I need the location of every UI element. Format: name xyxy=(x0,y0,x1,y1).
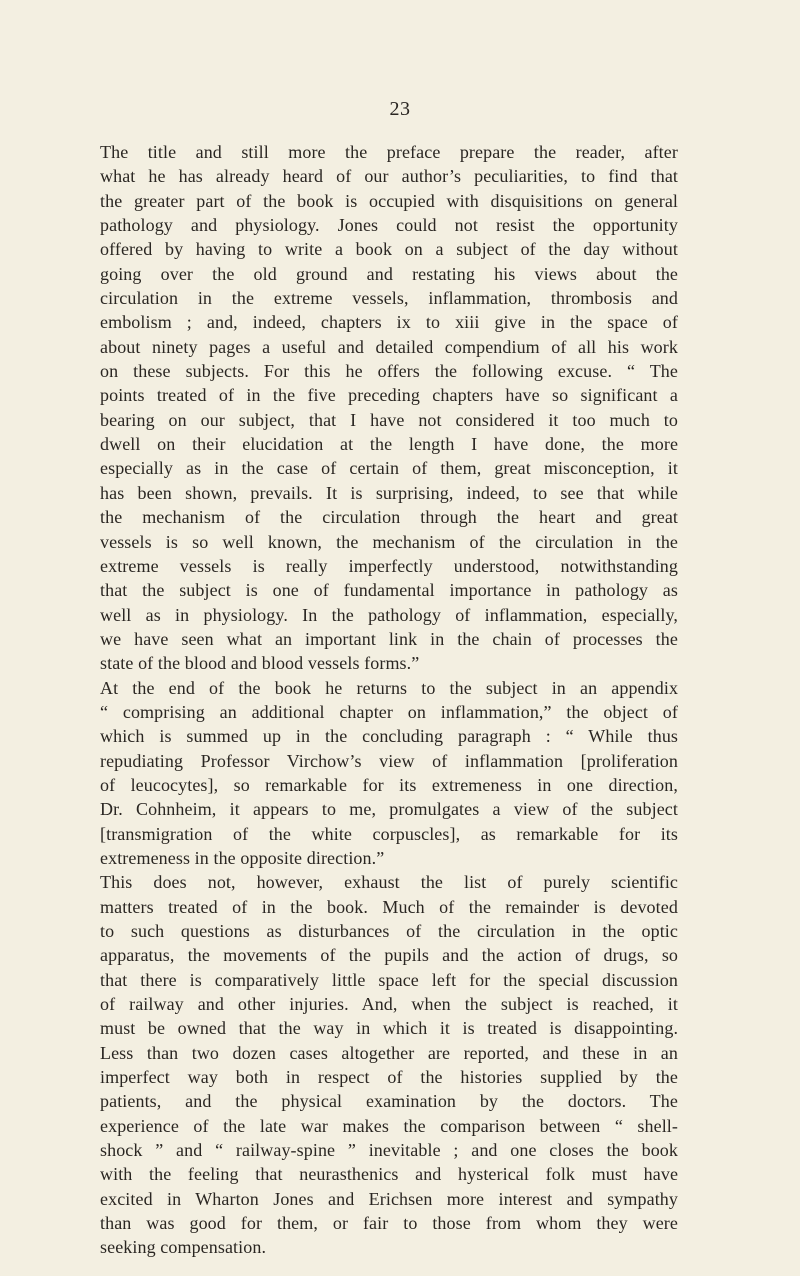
text-line: points treated of in the five preceding chapters have so significant a xyxy=(100,385,679,406)
text-line: the mechanism of the circulation through the heart and great xyxy=(100,507,679,528)
text-line: going over the old ground and restating his views about the xyxy=(100,263,679,284)
text-line: well as in physiology. In the pathology of inflammation, especially, xyxy=(100,604,679,625)
text-line: repudiating Professor Virchow’s view of inflammation [proliferation xyxy=(100,750,678,771)
text-line: that the subject is one of fundamental importance in pathology as xyxy=(100,580,678,601)
text-line: must be owned that the way in which it is treated is disappointing. xyxy=(100,1018,679,1039)
text-line: excited in Wharton Jones and Erichsen more interest and sympathy xyxy=(100,1188,679,1209)
text-line: has been shown, prevails. It is surprising, indeed, to see that while xyxy=(100,482,679,503)
text-line: The title and still more the preface prepare the reader, after xyxy=(100,142,678,162)
text-line: At the end of the book he returns to the subject in an appendix xyxy=(100,677,679,698)
text-line: we have seen what an important link in the chain of processes the xyxy=(100,628,678,649)
text-line: on these subjects. For this he offers the following excuse. “ The xyxy=(100,361,678,382)
text-line: of railway and other injuries. And, when the subject is reached, it xyxy=(100,994,678,1015)
paragraph-2 xyxy=(100,676,678,871)
page-number: 23 xyxy=(389,98,411,120)
text-line: the greater part of the book is occupied with disquisitions on general xyxy=(100,190,679,211)
text-line: seeking compensation. xyxy=(100,1237,267,1258)
text-line: experience of the late war makes the comparison between “ shell- xyxy=(100,1115,678,1136)
text-line: embolism ; and, indeed, chapters ix to xiii give in the space of xyxy=(100,312,678,333)
text-line: of leucocytes], so remarkable for its extremeness in one direction, xyxy=(100,774,678,795)
text-line: Dr. Cohnheim, it appears to me, promulgates a view of the subject xyxy=(100,799,678,820)
text-line: patients, and the physical examination by the doctors. The xyxy=(100,1091,678,1112)
text-line: This does not, however, exhaust the list of purely scientific xyxy=(100,872,679,893)
text-line: matters treated of in the book. Much of the remainder is devoted xyxy=(100,896,678,917)
text-line: state of the blood and blood vessels forms.” xyxy=(100,653,420,674)
text-line: circulation in the extreme vessels, inflammation, thrombosis and xyxy=(100,288,678,309)
text-line: extremeness in the opposite direction.” xyxy=(100,847,385,868)
paragraph-3 xyxy=(100,870,678,1260)
text-line: pathology and physiology. Jones could not resist the opportunity xyxy=(100,215,678,236)
text-line: apparatus, the movements of the pupils and the action of drugs, so xyxy=(100,945,679,966)
text-line: than was good for them, or fair to those from whom they were xyxy=(100,1213,678,1234)
text-line: imperfect way both in respect of the histories supplied by the xyxy=(100,1067,678,1088)
text-line: bearing on our subject, that I have not considered it too much to xyxy=(100,409,678,430)
text-line: shock ” and “ railway-spine ” inevitable ; and one closes the book xyxy=(100,1140,679,1161)
text-line: extreme vessels is really imperfectly understood, notwithstanding xyxy=(100,555,679,576)
text-line: “ comprising an additional chapter on inflammation,” the object of xyxy=(100,701,678,722)
text-line: dwell on their elucidation at the length I have done, the more xyxy=(100,434,679,455)
text-line: with the feeling that neurasthenics and hysterical folk must have xyxy=(100,1164,679,1185)
text-line: that there is comparatively little space left for the special discussion xyxy=(100,969,679,990)
text-line: [transmigration of the white corpuscles], as remarkable for its xyxy=(100,823,679,844)
paragraph-1 xyxy=(100,140,678,676)
text-line: offered by having to write a book on a subject of the day without xyxy=(100,239,678,260)
text-line: which is summed up in the concluding paragraph : “ While thus xyxy=(100,726,679,747)
text-line: especially as in the case of certain of them, great misconception, it xyxy=(100,458,678,479)
body-text xyxy=(100,140,678,1260)
text-line: what he has already heard of our author’s peculiarities, to find that xyxy=(100,166,679,187)
text-line: Less than two dozen cases altogether are reported, and these in an xyxy=(100,1042,678,1063)
text-line: about ninety pages a useful and detailed compendium of all his work xyxy=(100,336,678,357)
text-line: to such questions as disturbances of the circulation in the optic xyxy=(100,921,678,941)
text-line: vessels is so well known, the mechanism of the circulation in the xyxy=(100,531,679,552)
